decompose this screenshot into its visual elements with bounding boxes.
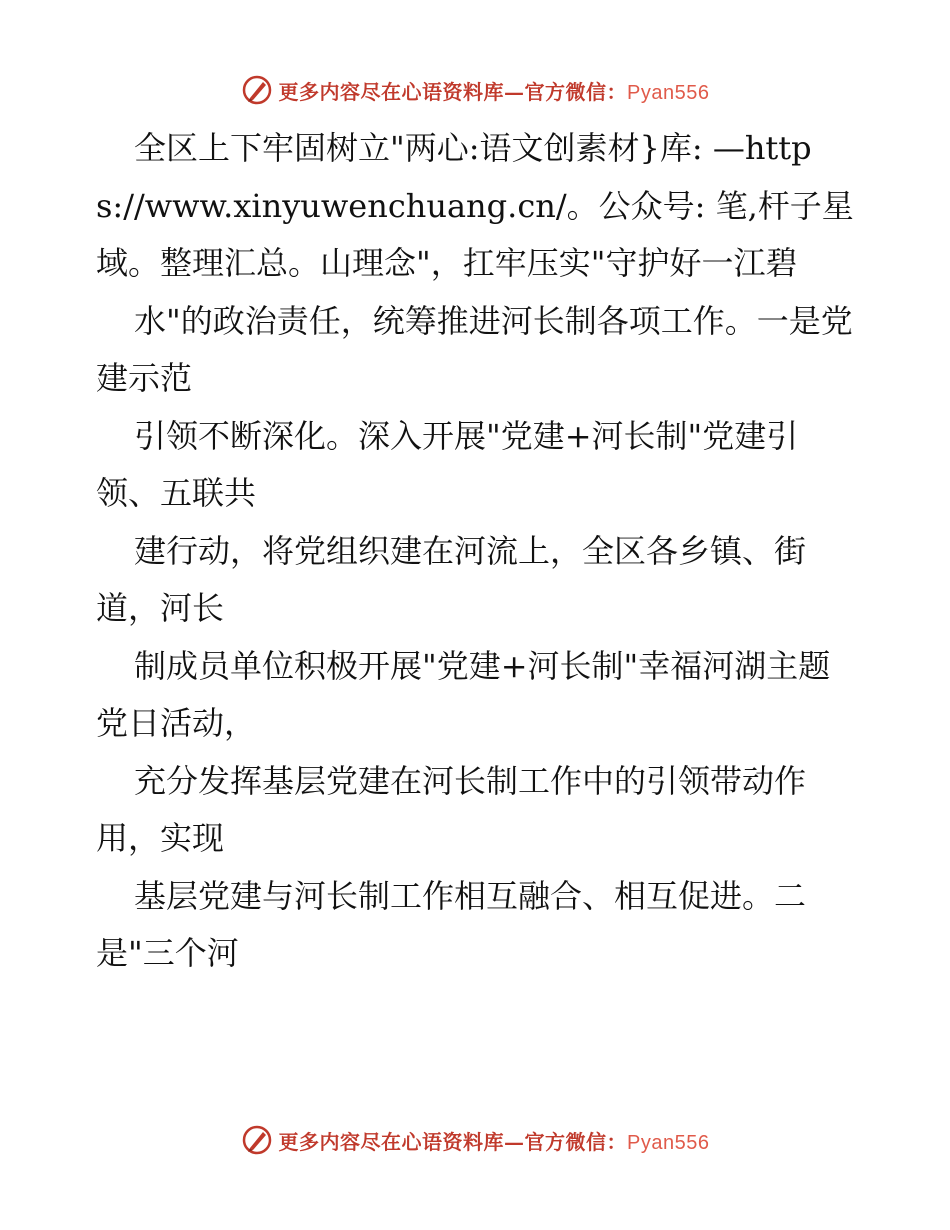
paragraph-5: 制成员单位积极开展"党建+河长制"幸福河湖主题党日活动， xyxy=(96,646,831,742)
footer-banner xyxy=(0,1120,950,1160)
paragraph-3: 引领不断深化。深入开展"党建+河长制"党建引领、五联共 xyxy=(96,416,799,512)
footer-wechat-id: Pyan556 xyxy=(627,1131,710,1154)
header-wechat-id: Pyan556 xyxy=(627,81,710,104)
paragraph-6: 充分发挥基层党建在河长制工作中的引领带动作用，实现 xyxy=(96,761,807,857)
paragraph-7: 基层党建与河长制工作相互融合、相互促进。二是"三个河 xyxy=(96,876,807,972)
paragraph-1: 全区上下牢固树立"两心:语文创素材}库: —https://www.xinyuwenchuang.cn/。公众号: 笔,杆子星域。整理汇总。山理念"，扛牢压实"守护好一江碧 xyxy=(96,129,854,282)
paragraph-4: 建行动，将党组织建在河流上，全区各乡镇、街道，河长 xyxy=(96,531,807,627)
quill-logo-icon xyxy=(241,1124,273,1156)
header-banner-text: 更多内容尽在心语资料库—官方微信：Pyan556 xyxy=(278,79,710,104)
header-banner xyxy=(0,70,950,110)
quill-logo-icon xyxy=(241,74,273,106)
paragraph-2: 水"的政治责任，统筹推进河长制各项工作。一是党建示范 xyxy=(96,301,853,397)
footer-banner-text: 更多内容尽在心语资料库—官方微信：Pyan556 xyxy=(278,1129,710,1154)
document-body xyxy=(96,120,856,983)
